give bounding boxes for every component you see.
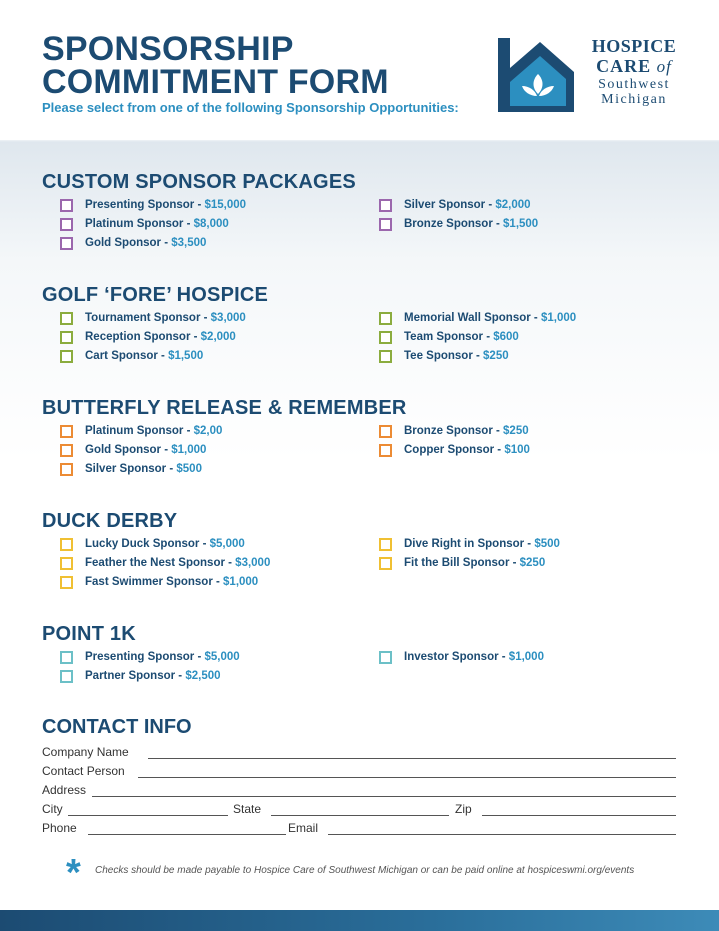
option-feather-the-nest-sponsor[interactable]: Feather the Nest Sponsor - $3,000 <box>60 557 270 576</box>
checkbox[interactable] <box>379 218 392 231</box>
checkbox[interactable] <box>60 237 73 250</box>
footer-bar <box>0 910 719 931</box>
company-name-row <box>42 745 676 761</box>
option-investor-sponsor[interactable]: Investor Sponsor - $1,000 <box>379 651 544 670</box>
payment-note: Checks should be made payable to Hospice Care of Southwest Michigan or can be paid online at hospiceswmi.org/events <box>95 865 635 876</box>
checkbox[interactable] <box>379 557 392 570</box>
option-team-sponsor[interactable]: Team Sponsor - $600 <box>379 331 576 350</box>
checkbox[interactable] <box>60 444 73 457</box>
checkbox[interactable] <box>60 651 73 664</box>
checkbox[interactable] <box>60 463 73 476</box>
logo-wordmark: HOSPICE CARE of Southwest Michigan <box>591 36 677 107</box>
email-label: Email <box>288 821 319 835</box>
option-reception-sponsor[interactable]: Reception Sponsor - $2,000 <box>60 331 246 350</box>
option-presenting-sponsor[interactable]: Presenting Sponsor - $15,000 <box>60 199 246 218</box>
checkbox[interactable] <box>379 312 392 325</box>
header <box>0 0 719 140</box>
checkbox[interactable] <box>379 199 392 212</box>
checkbox[interactable] <box>60 218 73 231</box>
address-row <box>42 783 676 799</box>
option-silver-sponsor[interactable]: Silver Sponsor - $2,000 <box>379 199 538 218</box>
address-label: Address <box>42 783 87 797</box>
checkbox[interactable] <box>60 199 73 212</box>
option-platinum-sponsor[interactable]: Platinum Sponsor - $8,000 <box>60 218 246 237</box>
section-contact-info <box>42 716 682 835</box>
section-title: BUTTERFLY RELEASE & REMEMBER <box>42 397 407 419</box>
section-title: CONTACT INFO <box>42 716 192 738</box>
option-gold-sponsor[interactable]: Gold Sponsor - $3,500 <box>60 237 246 256</box>
contact-person-field[interactable] <box>138 777 676 778</box>
option-bronze-sponsor[interactable]: Bronze Sponsor - $1,500 <box>379 218 538 237</box>
section-title: DUCK DERBY <box>42 510 178 532</box>
checkbox[interactable] <box>60 576 73 589</box>
checkbox[interactable] <box>379 444 392 457</box>
footnote <box>66 852 686 894</box>
checkbox[interactable] <box>60 538 73 551</box>
checkbox[interactable] <box>379 350 392 363</box>
checkbox[interactable] <box>379 651 392 664</box>
section-custom-sponsor-packages <box>42 171 692 249</box>
checkbox[interactable] <box>60 425 73 438</box>
option-bronze-sponsor[interactable]: Bronze Sponsor - $250 <box>379 425 530 444</box>
phone-label: Phone <box>42 821 77 835</box>
address-field[interactable] <box>92 796 676 797</box>
section-duck-derby <box>42 510 692 588</box>
city-state-zip-row <box>42 802 676 818</box>
company-name-field[interactable] <box>148 758 676 759</box>
option-dive-right-in-sponsor[interactable]: Dive Right in Sponsor - $500 <box>379 538 560 557</box>
section-butterfly-release <box>42 397 692 475</box>
state-label: State <box>233 802 262 816</box>
zip-field[interactable] <box>482 815 676 816</box>
title-line-1: SPONSORSHIP <box>42 30 294 68</box>
option-fast-swimmer-sponsor[interactable]: Fast Swimmer Sponsor - $1,000 <box>60 576 270 595</box>
option-platinum-sponsor[interactable]: Platinum Sponsor - $2,00 <box>60 425 222 444</box>
city-label: City <box>42 802 63 816</box>
checkbox[interactable] <box>379 538 392 551</box>
checkbox[interactable] <box>379 331 392 344</box>
state-field[interactable] <box>271 815 449 816</box>
asterisk-icon: * <box>66 852 81 894</box>
option-lucky-duck-sponsor[interactable]: Lucky Duck Sponsor - $5,000 <box>60 538 270 557</box>
phone-field[interactable] <box>88 834 286 835</box>
checkbox[interactable] <box>60 312 73 325</box>
checkbox[interactable] <box>60 557 73 570</box>
zip-label: Zip <box>455 802 472 816</box>
subtitle: Please select from one of the following Sponsorship Opportunities: <box>42 100 459 115</box>
section-title: POINT 1K <box>42 623 136 645</box>
option-silver-sponsor[interactable]: Silver Sponsor - $500 <box>60 463 222 482</box>
option-gold-sponsor[interactable]: Gold Sponsor - $1,000 <box>60 444 222 463</box>
section-title: GOLF ‘FORE’ HOSPICE <box>42 284 269 306</box>
option-memorial-wall-sponsor[interactable]: Memorial Wall Sponsor - $1,000 <box>379 312 576 331</box>
option-copper-sponsor[interactable]: Copper Sponsor - $100 <box>379 444 530 463</box>
page-title <box>42 30 389 101</box>
section-golf-fore-hospice <box>42 284 692 362</box>
section-point-1k <box>42 623 692 682</box>
option-tee-sponsor[interactable]: Tee Sponsor - $250 <box>379 350 576 369</box>
option-tournament-sponsor[interactable]: Tournament Sponsor - $3,000 <box>60 312 246 331</box>
checkbox[interactable] <box>60 331 73 344</box>
contact-person-row <box>42 764 676 780</box>
section-title: CUSTOM SPONSOR PACKAGES <box>42 171 356 193</box>
phone-email-row <box>42 821 676 837</box>
city-field[interactable] <box>68 815 228 816</box>
checkbox[interactable] <box>60 350 73 363</box>
checkbox[interactable] <box>379 425 392 438</box>
option-presenting-sponsor[interactable]: Presenting Sponsor - $5,000 <box>60 651 240 670</box>
company-name-label: Company Name <box>42 745 129 759</box>
checkbox[interactable] <box>60 670 73 683</box>
option-cart-sponsor[interactable]: Cart Sponsor - $1,500 <box>60 350 246 369</box>
option-partner-sponsor[interactable]: Partner Sponsor - $2,500 <box>60 670 240 689</box>
title-line-2: COMMITMENT FORM <box>42 63 389 101</box>
contact-person-label: Contact Person <box>42 764 125 778</box>
option-fit-the-bill-sponsor[interactable]: Fit the Bill Sponsor - $250 <box>379 557 560 576</box>
email-field[interactable] <box>328 834 676 835</box>
